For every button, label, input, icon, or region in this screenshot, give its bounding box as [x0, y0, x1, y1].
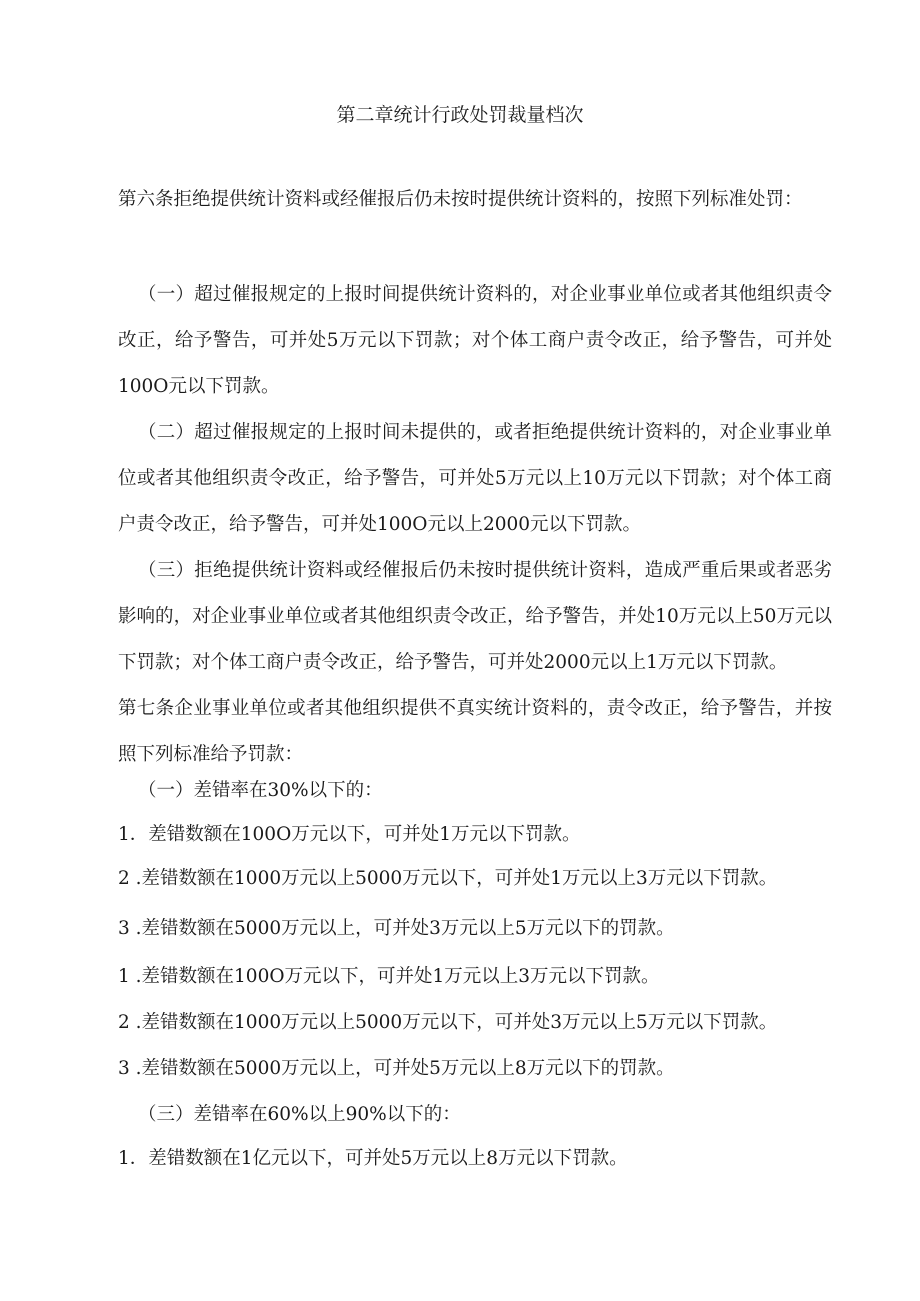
article-6-item-1-paragraph: （一）超过催报规定的上报时间提供统计资料的，对企业事业单位或者其他组织责令改正，给予警告，可并处5万元以下罚款；对个体工商户责令改正，给予警告，可并处100O元以下罚款。	[118, 284, 832, 397]
error-rate-tier-3-heading: （三）差错率在60%以上90%以下的：	[138, 1104, 461, 1125]
chapter-title: 第二章统计行政处罚裁量档次	[336, 104, 584, 126]
article-6-item-3-paragraph: （三）拒绝提供统计资料或经催报后仍未按时提供统计资料，造成严重后果或者恶劣影响的，对企业事业单位或者其他组织责令改正，给予警告，并处10万元以上50万元以下罚款；对个体工商户责令改正，给予警告，可并处2000元以上1万元以下罚款。	[118, 560, 832, 673]
tier-1-item-3: 3 .差错数额在5000万元以上，可并处3万元以上5万元以下的罚款。	[118, 918, 675, 939]
article-7-paragraph: 第七条企业事业单位或者其他组织提供不真实统计资料的，责令改正，给予警告，并按照下列标准给予罚款：	[118, 698, 832, 765]
error-rate-tier-1-heading: （一）差错率在30%以下的：	[138, 780, 383, 801]
article-6-paragraph: 第六条拒绝提供统计资料或经催报后仍未按时提供统计资料的，按照下列标准处罚：	[118, 189, 803, 210]
tier-2-item-2: 2 .差错数额在1000万元以上5000万元以下，可并处3万元以上5万元以下罚款。	[118, 1012, 778, 1033]
tier-1-item-2: 2 .差错数额在1000万元以上5000万元以下，可并处1万元以上3万元以下罚款。	[118, 868, 778, 889]
tier-1-item-1: 1．差错数额在100O万元以下，可并处1万元以下罚款。	[118, 824, 581, 845]
tier-2-item-3: 3 .差错数额在5000万元以上，可并处5万元以上8万元以下的罚款。	[118, 1058, 675, 1079]
article-6-item-2-paragraph: （二）超过催报规定的上报时间未提供的，或者拒绝提供统计资料的，对企业事业单位或者其他组织责令改正，给予警告，可并处5万元以上10万元以下罚款；对个体工商户责令改正，给予警告，可并处100O元以上2000元以下罚款。	[118, 422, 832, 535]
tier-2-item-1: 1 .差错数额在100O万元以下，可并处1万元以上3万元以下罚款。	[118, 966, 660, 987]
tier-3-item-1: 1．差错数额在1亿元以下，可并处5万元以上8万元以下罚款。	[118, 1148, 628, 1169]
